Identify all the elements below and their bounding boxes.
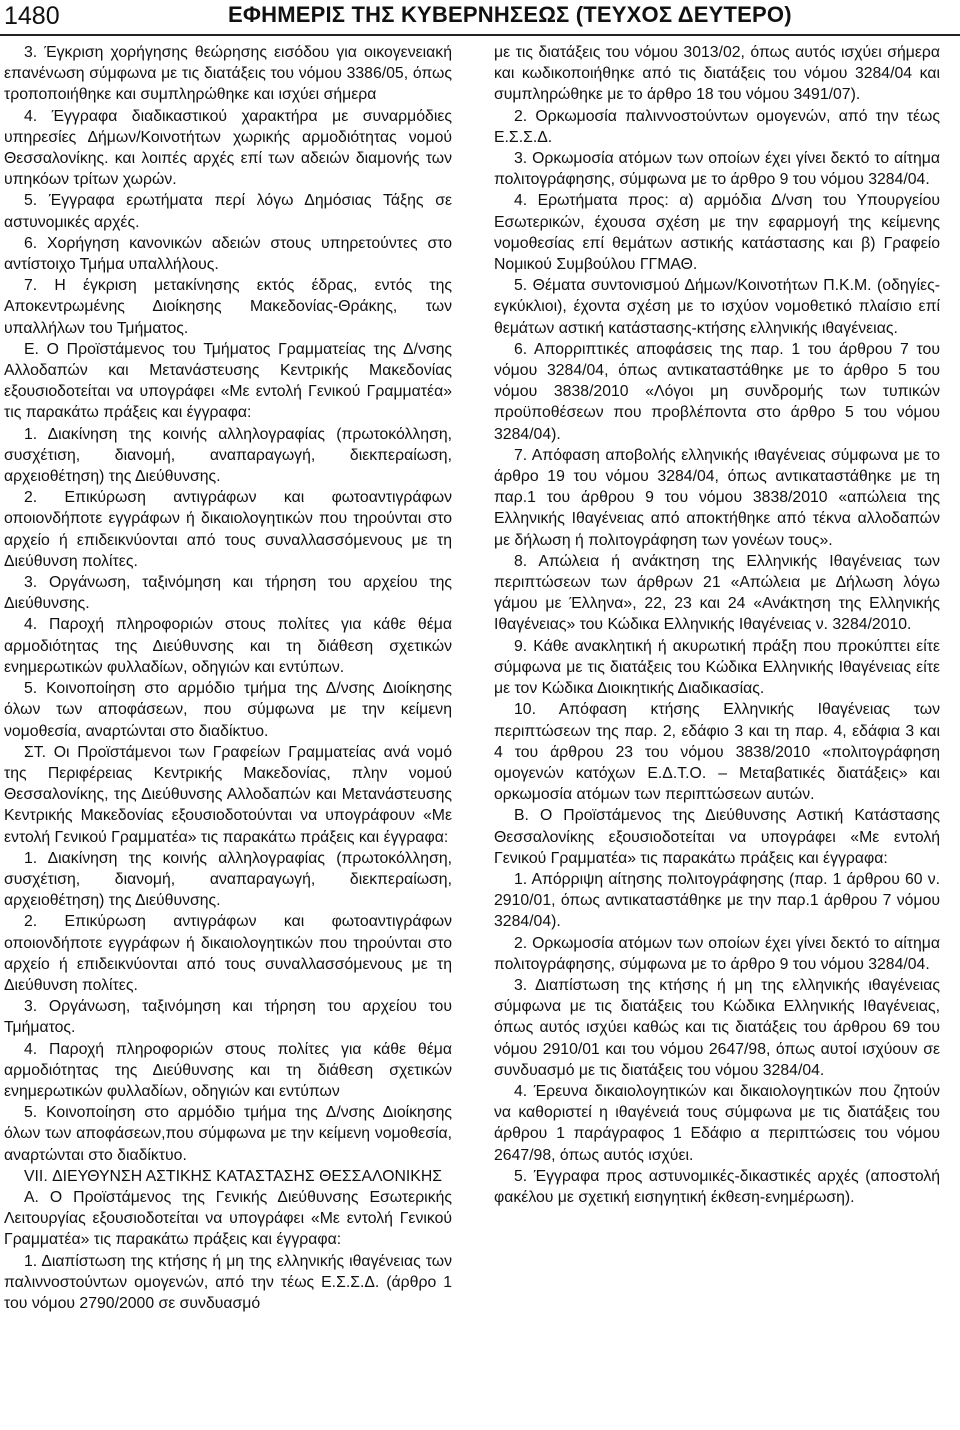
left-column <box>4 42 452 1314</box>
gazette-title: ΕΦΗΜΕΡΙΣ ΤΗΣ ΚΥΒΕΡΝΗΣΕΩΣ (ΤΕΥΧΟΣ ΔΕΥΤΕΡΟ) <box>228 2 792 27</box>
paragraph: 4. Παροχή πληροφοριών στους πολίτες για κάθε θέμα αρμοδιότητας της Διεύθυνσης και τη διάθεση σχετικών ενημερωτικών φυλλαδίων, οδηγιών και εντύπων <box>4 1040 452 1100</box>
right-column <box>494 42 940 1208</box>
paragraph: 9. Κάθε ανακλητική ή ακυρωτική πράξη που προκύπτει είτε σύμφωνα με τις διατάξεις του Κώδικα Ελληνικής Ιθαγένειας είτε με τον Κώδικα Διοικητικής Διαδικασίας. <box>494 637 940 698</box>
paragraph: 4. Έρευνα δικαιολογητικών και δικαιολογητικών που ζητούν να καθοριστεί η ιθαγένειά τους σύμφωνα με τις διατάξεις του άρθρου 1 παράγραφος 1 Εδάφιο α περιπτώσεις του νόμου 2647/98, όπως αυτός ισχύει. <box>494 1082 940 1164</box>
paragraph: Α. Ο Προϊστάμενος της Γενικής Διεύθυνσης Εσωτερικής Λειτουργίας εξουσιοδοτείται να υπογράφει «Με εντολή Γενικού Γραμματέα» τις παρακάτω πράξεις και έγγραφα: <box>4 1188 452 1249</box>
paragraph: 1. Διακίνηση της κοινής αλληλογραφίας (πρωτοκόλληση, συσχέτιση, διανομή, αναπαραγωγή, διεκπεραίωση, αρχειοθέτηση) της Διεύθυνσης. <box>4 425 452 486</box>
paragraph: 2. Επικύρωση αντιγράφων και φωτοαντιγράφων οποιονδήποτε εγγράφων ή δικαιολογητικών που τηρούνται στο αρχείο ή επιδεικνύονται από τους συναλλασσόμενους με τη Διεύθυνση πολίτες. <box>4 913 452 994</box>
paragraph: 5. Κοινοποίηση στο αρμόδιο τμήμα της Δ/νσης Διοίκησης όλων των αποφάσεων, που σύμφωνα με την κείμενη νομοθεσία, αναρτώνται στο διαδίκτυο. <box>4 680 452 740</box>
paragraph: Ε. Ο Προϊστάμενος του Τμήματος Γραμματείας της Δ/νσης Αλλοδαπών και Μετανάστευσης Κεντρικής Μακεδονίας εξουσιοδοτείται να υπογράφει «Με εντολή Γενικού Γραμματέα» τις παρακάτω πράξεις και έγγραφα: <box>4 340 452 422</box>
page-number: 1480 <box>4 2 60 30</box>
paragraph: με τις διατάξεις του νόμου 3013/02, όπως αυτός ισχύει σήμερα και κωδικοποιήθηκε από τις διατάξεις του νόμου 3284/04 και συμπληρώθηκε με το άρθρο 18 του νόμου 3491/07). <box>494 44 940 104</box>
paragraph: 2. Επικύρωση αντιγράφων και φωτοαντιγράφων οποιονδήποτε εγγράφων ή δικαιολογητικών που τηρούνται στο αρχείο ή επιδεικνύονται από τους συναλλασσόμενους με τη Διεύθυνση πολίτες. <box>4 489 452 570</box>
paragraph: 2. Ορκωμοσία παλιννοστούντων ομογενών, από την τέως Ε.Σ.Σ.Δ. <box>494 107 940 146</box>
paragraph: 4. Ερωτήματα προς: α) αρμόδια Δ/νση του Υπουργείου Εσωτερικών, έχουσα σχέση με την εφαρμογή της κείμενης νομοθεσίας επί θεμάτων αστικής κατάστασης και β) Γραφείο Νομικού Συμβούλου ΓΓΜΑΘ. <box>494 192 940 274</box>
paragraph: 1. Διακίνηση της κοινής αλληλογραφίας (πρωτοκόλληση, συσχέτιση, διανομή, αναπαραγωγή, διεκπεραίωση, αρχειοθέτηση) της Διεύθυνσης. <box>4 849 452 910</box>
paragraph: 4. Παροχή πληροφοριών στους πολίτες για κάθε θέμα αρμοδιότητας της Διεύθυνσης και τη διάθεση σχετικών ενημερωτικών φυλλαδίων, οδηγιών και εντύπων. <box>4 616 452 676</box>
paragraph: 3. Έγκριση χορήγησης θεώρησης εισόδου για οικογενειακή επανένωση σύμφωνα με τις διατάξεις του νόμου 3386/05, όπως τροποποιήθηκε και συμπληρώθηκε και ισχύει σήμερα <box>4 44 452 104</box>
paragraph: 1. Διαπίστωση της κτήσης ή μη της ελληνικής ιθαγένειας των παλιννοστούντων ομογενών, από την τέως Ε.Σ.Σ.Δ. (άρθρο 1 του νόμου 2790/2000 σε συνδυασμό <box>4 1252 452 1312</box>
paragraph: 5. Θέματα συντονισμού Δήμων/Κοινοτήτων Π.Κ.Μ. (οδηγίες-εγκύκλιοι), έχοντα σχέση με το ισχύον νομοθετικό πλαίσιο επί θεμάτων αστική κατάστασης-κτήσης ελληνικής ιθαγένειας. <box>494 277 940 337</box>
paragraph: 6. Απορριπτικές αποφάσεις της παρ. 1 του άρθρου 7 του νόμου 3284/04, όπως αντικαταστάθηκε με το άρθρο 5 του νόμου 3838/2010 «Λόγοι μη συνδρομής των τυπικών προϋποθέσεων που προβλέποντα στο άρθρο 5 του νόμου 3284/04). <box>494 340 940 443</box>
paragraph: 6. Χορήγηση κανονικών αδειών στους υπηρετούντες στο αντίστοιχο Τμήμα υπαλλήλους. <box>4 234 452 274</box>
paragraph: 7. Απόφαση αποβολής ελληνικής ιθαγένειας σύμφωνα με το άρθρο 19 του νόμου 3284/04, όπως αντικαταστάθηκε με τη παρ.1 του άρθρου 9 του νόμου 3838/2010 «απώλεια της Ελληνικής Ιθαγένειας από αποκτήθηκε από τέκνα αλλοδαπών με δήλωση ή πολιτογράφηση των γονέων τους». <box>494 446 940 549</box>
section-heading: VII. ΔΙΕΥΘΥΝΣΗ ΑΣΤΙΚΗΣ ΚΑΤΑΣΤΑΣΗΣ ΘΕΣΣΑΛΟΝΙΚΗΣ <box>24 1167 442 1185</box>
paragraph: 3. Οργάνωση, ταξινόμηση και τήρηση του αρχείου του Τμήματος. <box>4 998 452 1037</box>
paragraph: 3. Διαπίστωση της κτήσης ή μη της ελληνικής ιθαγένειας σύμφωνα με τις διατάξεις του Κώδικα Ελληνικής Ιθαγένειας, όπως αυτός ισχύει καθώς και τις διατάξεις του άρθρου 69 του νόμου 2910/01 και του νόμου 2647/98, όπως αυτοί ισχύουν σε συνδυασμό με τις διατάξεις του νόμου 3284/04. <box>494 976 940 1079</box>
paragraph: 10. Απόφαση κτήσης Ελληνικής Ιθαγένειας των περιπτώσεων της παρ. 2, εδάφιο 3 και τη παρ. 4, εδάφια 3 και 4 του άρθρου 23 του νόμου 3838/2010 «πολιτογράφηση ομογενών κατόχων Ε.Δ.Τ.Ο. – Μεταβατικές διατάξεις» και ορκωμοσία ατόμων των περιπτώσεων αυτών. <box>494 701 940 804</box>
paragraph: 2. Ορκωμοσία ατόμων των οποίων έχει γίνει δεκτό το αίτημα πολιτογράφησης, σύμφωνα με το άρθρο 9 του νόμου 3284/04. <box>494 934 940 973</box>
header-divider <box>0 34 960 36</box>
paragraph: 5. Κοινοποίηση στο αρμόδιο τμήμα της Δ/νσης Διοίκησης όλων των αποφάσεων,που σύμφωνα με την κείμενη νομοθεσία, αναρτώνται στο διαδίκτυο. <box>4 1104 452 1164</box>
paragraph: 3. Οργάνωση, ταξινόμηση και τήρηση του αρχείου της Διεύθυνσης. <box>4 574 452 613</box>
paragraph: 5. Έγγραφα ερωτήματα περί λόγω Δημόσιας Τάξης σε αστυνομικές αρχές. <box>4 192 452 231</box>
paragraph: Β. Ο Προϊστάμενος της Διεύθυνσης Αστική Κατάστασης Θεσσαλονίκης εξουσιοδοτείται να υπογράφει «Με εντολή Γενικού Γραμματέα» τις παρακάτω πράξεις και έγγραφα: <box>494 807 940 867</box>
paragraph: 1. Απόρριψη αίτησης πολιτογράφησης (παρ. 1 άρθρου 60 ν. 2910/01, όπως αντικαταστάθηκε με την παρ.1 άρθρου 7 νόμου 3284/04). <box>494 870 940 931</box>
paragraph: 5. Έγγραφα προς αστυνομικές-δικαστικές αρχές (αποστολή φακέλου με σχετική εισηγητική έκθεση-ενημέρωση). <box>494 1167 940 1206</box>
paragraph: ΣΤ. Οι Προϊστάμενοι των Γραφείων Γραμματείας ανά νομό της Περιφέρειας Κεντρικής Μακεδονίας, πλην νομού Θεσσαλονίκης, της Διεύθυνσης Αλλοδαπών και Μετανάστευσης Κεντρικής Μακεδονίας εξουσιοδοτούνται να υπογράφουν «Με εντολή Γενικού Γραμματέα» τις παρακάτω πράξεις και έγγραφα: <box>4 743 452 846</box>
paragraph: 3. Ορκωμοσία ατόμων των οποίων έχει γίνει δεκτό το αίτημα πολιτογράφησης, σύμφωνα με το άρθρο 9 του νόμου 3284/04. <box>494 150 940 189</box>
paragraph: 8. Απώλεια ή ανάκτηση της Ελληνικής Ιθαγένειας των περιπτώσεων των άρθρων 21 «Απώλεια με Δήλωση λόγω γάμου με Έλληνα», 22, 23 και 24 «Ανάκτηση της Ελληνικής Ιθαγένειας» του Κώδικα Ελληνικής Ιθαγένειας ν. 3284/2010. <box>494 552 940 634</box>
page-header <box>0 0 960 42</box>
paragraph: 4. Έγγραφα διαδικαστικού χαρακτήρα με συναρμόδιες υπηρεσίες Δήμων/Κοινοτήτων χωρικής αρμοδιότητας νομού Θεσσαλονίκης. και λοιπές αρχές επί των αδειών διαμονής των υπηκόων τρίτων χωρών. <box>4 107 452 189</box>
paragraph: 7. Η έγκριση μετακίνησης εκτός έδρας, εντός της Αποκεντρωμένης Διοίκησης Μακεδονίας-Θράκης, των υπαλλήλων του Τμήματος. <box>4 277 452 337</box>
